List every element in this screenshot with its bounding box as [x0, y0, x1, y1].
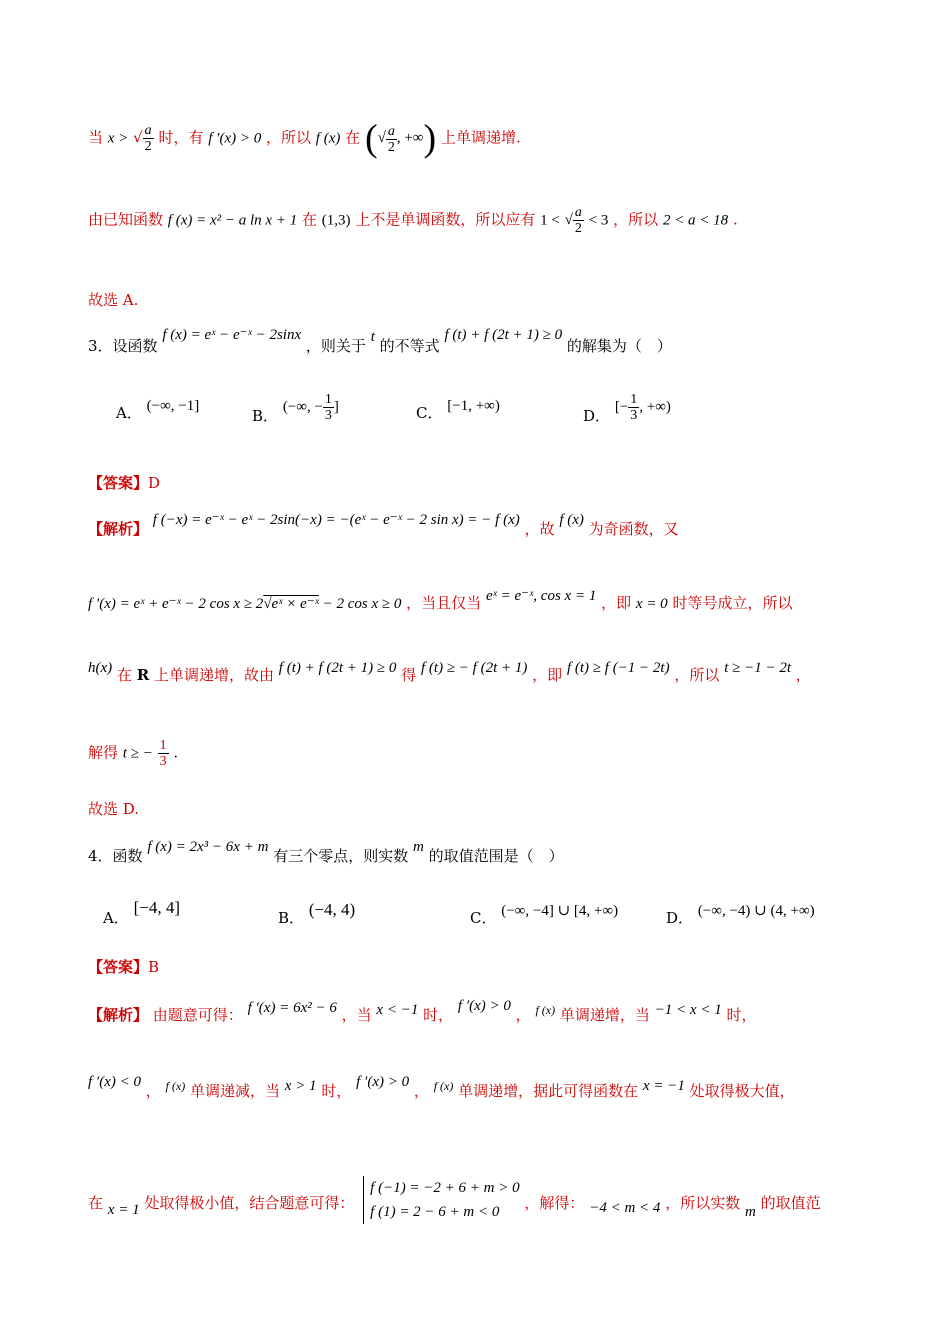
math-step: f (t) ≥ − f (2t + 1): [421, 660, 528, 676]
answer-3: [88, 472, 160, 493]
math-R: R: [136, 666, 150, 684]
text: 单调递减，当: [189, 1082, 280, 1100]
math-x-value: x = −1: [642, 1078, 685, 1094]
text: ，故: [524, 520, 555, 538]
text: 处取得极大值，: [689, 1082, 795, 1100]
system-eq-2: f (1) = 2 − 6 + m < 0: [370, 1204, 500, 1220]
text: ，即: [601, 594, 632, 612]
text: ，解得：: [524, 1194, 585, 1212]
math-fx: f (x): [315, 130, 341, 147]
text: 的不等式: [379, 337, 440, 355]
math-step: t ≥ −1 − 2t: [724, 660, 791, 676]
interval-right: , +∞: [396, 130, 424, 147]
option-3a[interactable]: [116, 398, 200, 423]
text: 时，有: [158, 128, 204, 147]
question-number: 4．函数: [88, 847, 143, 865]
text: 当: [88, 128, 104, 147]
option-label: D．: [583, 406, 611, 425]
solution-4-line-2: [88, 1074, 795, 1101]
frac-den: 2: [144, 138, 152, 154]
system-eq-1: f (−1) = −2 + 6 + m > 0: [370, 1180, 520, 1196]
text: 单调递增，据此可得函数在: [458, 1082, 639, 1100]
text: ，当且仅当: [406, 594, 482, 612]
math-ineq-right: < 3: [588, 212, 609, 229]
text: ，所以实数: [665, 1194, 741, 1212]
math-result: t ≥ −: [122, 745, 153, 762]
text: 有三个零点，则实数: [273, 847, 409, 865]
text: 时等号成立，所以: [672, 594, 793, 612]
math-function-def: f (x) = 2x³ − 6x + m: [147, 839, 269, 855]
answer-value: B: [148, 958, 160, 976]
text: 的取值范: [760, 1194, 821, 1212]
option-value: [614, 392, 671, 423]
text: ，: [413, 1082, 429, 1100]
math-derivative-sign: f ′(x) > 0: [457, 998, 511, 1014]
analysis-label: 【解析】: [88, 1006, 149, 1024]
math-x-zero: x = 0: [635, 596, 668, 612]
choice-line-a: [88, 289, 138, 310]
answer-4: [88, 956, 159, 977]
math-derivative-sign: f ′(x) < 0: [88, 1074, 141, 1090]
text: ，: [145, 1082, 161, 1100]
text: 由题意可得：: [152, 1006, 243, 1024]
frac-num: a: [144, 122, 152, 138]
option-label: A．: [103, 909, 129, 927]
text: 故选 A.: [88, 291, 139, 309]
text: 为奇函数，又: [588, 520, 679, 538]
math-odd-proof: f (−x) = e⁻ˣ − eˣ − 2sin(−x) = −(eˣ − e⁻ˣ − 2 sin x) = − f (x): [152, 512, 520, 528]
math-part: f ′(x) = eˣ + e⁻ˣ − 2 cos x ≥ 2: [88, 596, 264, 612]
option-value: [−4, 4]: [133, 898, 181, 917]
frac-den: 2: [387, 139, 395, 155]
frac-num: 1: [630, 392, 638, 407]
frac-num: a: [574, 205, 582, 220]
text: ，当: [341, 1006, 372, 1024]
question-number: 3．设函数: [88, 337, 158, 355]
math-ineq-left: 1 <: [540, 212, 560, 229]
math-derivative-sign: f ′(x) > 0: [356, 1074, 410, 1090]
math-t: t: [370, 329, 375, 345]
text: 上单调递增，故由: [153, 666, 274, 684]
text: 时，: [423, 1006, 454, 1024]
option-value: (−4, 4): [308, 900, 356, 919]
option-label: C．: [416, 404, 443, 422]
frac-den: 3: [159, 754, 167, 769]
solution-3-line-1: [88, 512, 679, 539]
interval-sqrt: (√ $\frac{a}{2}$ , +∞): [364, 118, 437, 160]
answer-label: 【答案】: [88, 958, 149, 976]
text: 的取值范围是（ ）: [428, 847, 564, 865]
text: ，所以: [613, 210, 659, 229]
solution-3-line-4: [88, 738, 178, 769]
solution-line-1: [88, 120, 521, 158]
option-value: (−∞, −1]: [146, 398, 200, 414]
option-3c[interactable]: [416, 398, 500, 423]
text: 得: [401, 666, 417, 684]
math-range-m: −4 < m < 4: [589, 1200, 661, 1216]
option-label: C．: [470, 909, 497, 927]
math-cond: x > 1: [284, 1078, 317, 1094]
text: ，: [515, 1006, 531, 1024]
math-sqrt-content: eˣ × e⁻ˣ: [271, 596, 319, 612]
choice-line-d: [88, 798, 139, 819]
option-3b[interactable]: [252, 392, 339, 423]
text: 上不是单调函数，所以应有: [355, 210, 536, 229]
frac-den: 3: [324, 408, 332, 423]
math-system: [363, 1176, 519, 1224]
question-4: [88, 839, 564, 866]
text: 时，: [321, 1082, 352, 1100]
math-cond: x < −1: [376, 1002, 419, 1018]
text: 在: [116, 666, 132, 684]
solution-4-line-3: [88, 1180, 821, 1228]
frac-den: 3: [630, 408, 638, 423]
math-fx: f (x): [433, 1079, 454, 1093]
math-fx: f (x): [165, 1079, 186, 1093]
option-value-right: ]: [333, 398, 339, 415]
text: ，所以: [266, 128, 312, 147]
option-4c[interactable]: [470, 903, 619, 928]
question-3: [88, 327, 672, 356]
frac-num: a: [387, 123, 395, 139]
math-fx: f (x): [535, 1003, 556, 1017]
text: 单调递增，当: [559, 1006, 650, 1024]
math-range-a: 2 < a < 18: [662, 212, 729, 229]
text: ，则关于: [305, 337, 366, 355]
text: 在: [345, 128, 361, 147]
text: 上单调递增.: [440, 128, 521, 147]
solution-4-line-1: [88, 998, 757, 1025]
text: 的解集为（ ）: [566, 337, 672, 355]
text: 故选 D.: [88, 800, 140, 818]
math-x-value: x = 1: [107, 1202, 140, 1218]
text: .: [173, 743, 179, 762]
math-part: − 2 cos x ≥ 0: [318, 596, 402, 612]
math-x-gt: x >: [107, 130, 129, 147]
option-value: [−1, +∞): [447, 398, 500, 414]
frac-num: 1: [324, 392, 332, 407]
sqrt-a-over-2: √ $\frac{a}{2}$: [564, 205, 582, 236]
option-label: A．: [116, 404, 142, 422]
option-label: B．: [252, 406, 279, 425]
math-inequality: f (t) + f (2t + 1) ≥ 0: [444, 327, 563, 343]
text: 在: [302, 210, 318, 229]
math-equality-cond: eˣ = e⁻ˣ, cos x = 1: [485, 588, 597, 604]
text: ，所以: [674, 666, 720, 684]
math-function-def: f (x) = eˣ − e⁻ˣ − 2sinx: [162, 327, 302, 343]
frac-den: 2: [574, 221, 582, 236]
fraction-one-third: [158, 738, 169, 769]
option-3d[interactable]: [583, 392, 671, 423]
text: 由已知函数: [88, 210, 164, 229]
analysis-label: 【解析】: [88, 520, 149, 538]
option-value-left: (−∞, −: [282, 398, 323, 415]
text: ，即: [532, 666, 563, 684]
math-step: f (t) ≥ f (−1 − 2t): [566, 660, 670, 676]
math-derivative-ineq: f ′(x) = eˣ + e⁻ˣ − 2 cos x ≥ 2√eˣ × e⁻ˣ − 2 cos x ≥ 0: [88, 596, 402, 612]
solution-3-line-2: [88, 588, 793, 613]
math-function-def: f (x) = x² − a ln x + 1: [167, 212, 298, 229]
answer-label: 【答案】: [88, 474, 149, 492]
text: 在: [88, 1194, 104, 1212]
solution-line-2: [88, 205, 738, 236]
text: ，: [795, 666, 811, 684]
option-value: (−∞, −4] ∪ [4, +∞): [501, 903, 619, 919]
text: 处取得极小值，结合题意可得：: [144, 1194, 355, 1212]
math-cond: −1 < x < 1: [654, 1002, 722, 1018]
math-fx: f (x): [559, 512, 584, 528]
sqrt-a-over-2: √ $\frac{a}{2}$: [133, 122, 152, 154]
math-derivative: f ′(x) = 6x² − 6: [247, 1000, 337, 1016]
math-m: m: [412, 839, 424, 855]
text: 解得: [88, 743, 119, 762]
math-inequality: f (t) + f (2t + 1) ≥ 0: [278, 660, 397, 676]
text: 时，: [726, 1006, 757, 1024]
option-value: (−∞, −4) ∪ (4, +∞): [697, 903, 815, 919]
option-value: [282, 392, 339, 423]
option-value-right: , +∞): [639, 398, 671, 415]
option-label: B．: [278, 909, 305, 927]
math-interval: (1,3): [321, 212, 351, 229]
frac-num: 1: [159, 738, 167, 753]
answer-value: D: [148, 474, 161, 492]
option-4b[interactable]: [278, 900, 356, 928]
text: .: [732, 210, 738, 229]
option-label: D．: [666, 909, 694, 927]
option-4a[interactable]: [103, 898, 181, 928]
math-hx: h(x): [88, 660, 113, 676]
math-fprime-positive: f ′(x) > 0: [208, 130, 262, 147]
math-m: m: [745, 1204, 756, 1220]
solution-3-line-3: [88, 660, 811, 685]
option-4d[interactable]: [666, 903, 815, 928]
option-value-left: [−: [614, 398, 629, 415]
